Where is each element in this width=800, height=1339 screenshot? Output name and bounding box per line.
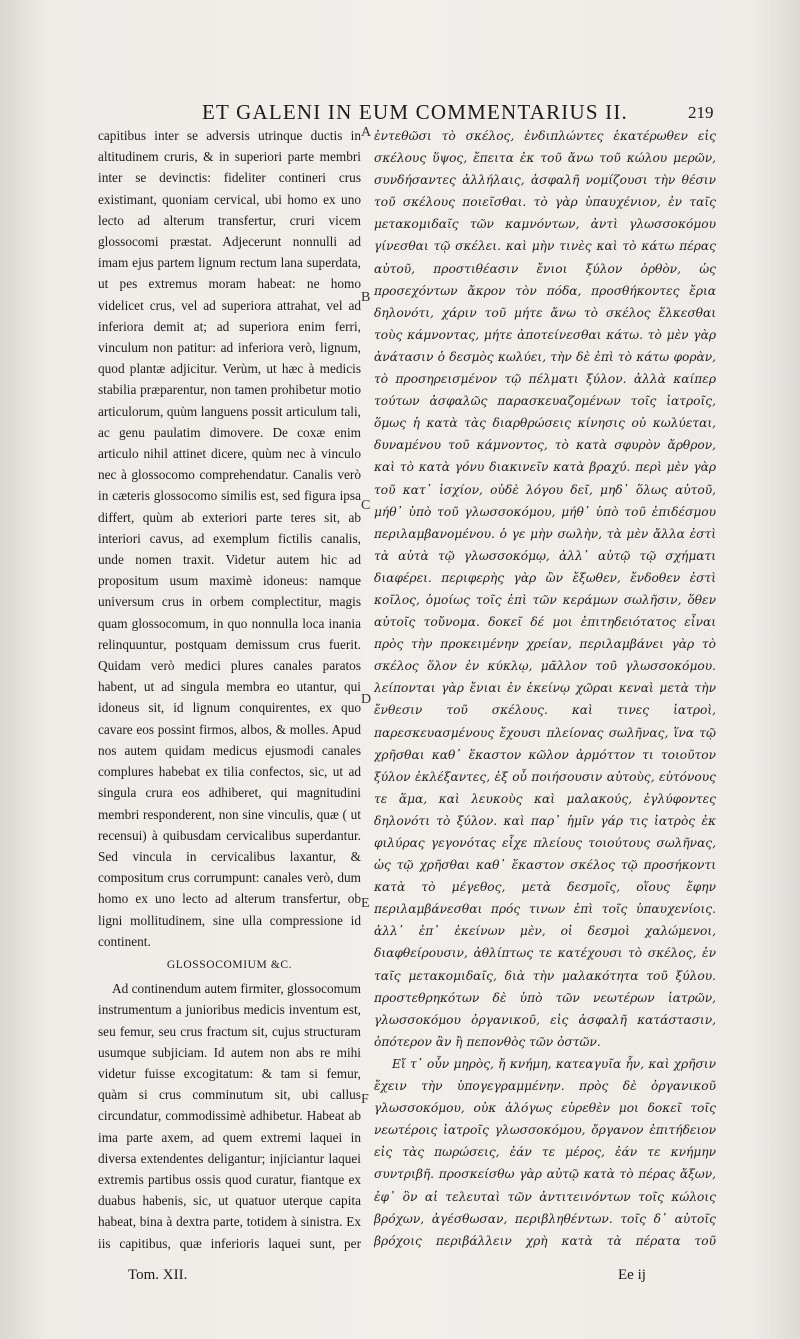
greek-paragraph-2: Εἴ τ᾽ οὖν μηρὸς, ἤ κνήμη, κατεαγυῖα ἦν, καὶ χρῆσιν ἔχειν τὴν ὑπογεγραμμένην. πρὸς δὲ ὀργανικοῦ γλωσσοκόμου, οὐκ ἀλόγως εὑρεθὲν μοι δοκεῖ τοῖς νεωτέροις ἰατροῖς γλωσσοκόμου, ὄργανον ἐπιτήδειον εἰς τὰς πωρώσεις, ἐάν τε μέρος, ἐάν τε κνήμην συντριβῆ. προσκείσθω γὰρ αὐτῷ κατὰ τὸ πέρας ἄξων, ἐφ᾽ ὃν αἱ τελευταὶ τῶν ἀντιτεινόντων τοῖς κώλοις βρόχων, ἀγέσθωσαν, περιβληθέντων. τοῖς δ᾽ αὐτοῖς βρόχοις περιβάλλειν χρὴ κατὰ τὰ πέρατα τοῦ [374, 1056, 716, 1248]
latin-paragraph-2: Ad continendum autem firmiter, glossocomum instrumentum a junioribus medicis inventum est, seu femur, seu crus fractum sit, cujus structuram usumque subjiciam. Id autem non abs re mihi videtur fuisse excogitatum: & tam si femur, quàm si crus comminutum sit, ubi callus circundatur, commodissimè adhibetur. Habeat ab ima parte axem, ad quem extremi laquei in diversa extendentes deligantur; injiciantur laquei extremis partibus ossis quod curatur, fiantque ex duabus habenis, sic, ut quatuor uterque capita habeat, bina à dextra parte, totidem à sinistra. Ex iis capitibus, quæ inferioris laquei sunt, per [98, 981, 361, 1251]
volume-mark: Tom. XII. [128, 1267, 188, 1283]
greek-column [374, 125, 716, 1255]
margin-letter-f: F [361, 1092, 369, 1107]
page-number: 219 [688, 103, 714, 122]
latin-column [98, 125, 361, 1255]
margin-letter-a: A [361, 125, 372, 140]
margin-letter-e: E [361, 896, 370, 911]
margin-letter-d: D [361, 692, 372, 707]
greek-paragraph-1: ἐντεθῶσι τὸ σκέλος, ἐνδιπλώντες ἑκατέρωθεν εἰς σκέλους ὕψος, ἔπειτα ἐκ τοῦ ἄνω τοῦ κώλου μερῶν, συνδήσαντες ἀλλήλαις, ἀσφαλῆ νομίζουσι τὴν θέσιν τοῦ σκέλους ποιεῖσθαι. τὸ γὰρ ὑπαυχένιον, ἐν ταῖς μετακομιδαῖς τῶν καμνόντων, ἀντὶ γλωσσοκόμου γίνεσθαι τῷ σκέλει. καὶ μὴν τινὲς καὶ τὸ κάτω πέρας αὐτοῦ, προστιθέασιν ἔνιοι ξύλον ὀρθὸν, ὡς προσεχόντων ἄκρον τὸν πόδα, προσθήκοντες ἔρια δηλονότι, χάριν τοῦ μήτε ἄνω τὸ σκέλος ἕλκεσθαι τοὺς κάμνοντας, μήτε ἀποτείνεσθαι κάτω. τὸ μὲν γὰρ ἀνάτασιν ὁ δεσμὸς κωλύει, τὴν δὲ ἐπὶ τὸ κάτω φορὰν, τὸ προσηρεισμένον τῷ πέλματι ξύλον. ἀλλὰ καίπερ τούτων ἀσφαλῶς παρασκευαζομένων τοῖς ἰατροῖς, ὅμως ἡ κατὰ τὰς διαρθρώσεις κίνησις οὐ κωλύεται, δυναμένου τοῦ κάμνοντος, τὸ κατὰ σφυρὸν ἄρθρον, καὶ τὸ κατὰ γόνυ διακινεῖν κατὰ βραχύ. περὶ μὲν γὰρ τοῦ κατ᾽ ἰσχίον, οὐδὲ λόγου δεῖ, μηδ᾽ ὅλως αὐτοῦ, μήθ᾽ ὑπὸ τοῦ γλωσσοκόμου, μήθ᾽ ὑπὸ τοῦ ἐπιδέσμου περιλαμβανομένου. ὁ γε μὴν σωλὴν, τὰ μὲν ἄλλα ἐστὶ τὰ αὐτὰ τῷ γλωσσοκόμῳ, ἀλλ᾽ αὐτῷ τῷ σχήματι διαφέρει. περιφερὴς γὰρ ὢν ἔξωθεν, ἔνδοθεν ἐστὶ κοῖλος, ὁμοίως τοῖς ἐπὶ τῶν κεράμων σωλῆσιν, ὅθεν αὐτοῖς τοὔνομα. δοκεῖ δέ μοι ἐπιτηδειότατος εἶναι πρὸς τὴν προκειμένην χρείαν, περιλαμβάνει γὰρ τὸ σκέλος ὅλον ἐν κύκλῳ, μᾶλλον τοῦ γλωσσοκόμου. λείπονται γὰρ ἔνιαι ἐν ἐκείνῳ χῶραι κεναὶ μετὰ τὴν ἔνθεσιν τοῦ σκέλους. καὶ τινες ἰατροὶ, παρεσκευασμένους ἔχουσι πλείονας σωλῆνας, ἵνα τῷ χρῆσθαι καθ᾽ ἕκαστον κῶλον ἁρμόττον τι τοιοῦτον ξύλον ἐκλέξαντες, ἐξ οὗ ποιήσουσιν αὐτοὺς, εὐτόνους τε ἅμα, καὶ λευκοὺς καὶ μαλακούς, ἐγλύφοντες δηλονότι τὸ ξύλον. καὶ παρ᾽ ἡμῖν γάρ τις ἰατρὸς ἐκ φιλύρας γεγονότας εἶχε πλείους τοιούτους σωλῆνας, ὡς τῷ χρῆσθαι καθ᾽ ἕκαστον σκέλος τῷ προσήκοντι κατὰ τὸ μέγεθος, μετὰ δεσμοῖς, οἵους ἔφην περιλαμβάνεσθαι πρός τινων ἐπὶ τοῖς ὑπαυχενίοις. ἀλλ᾽ ἐπ᾽ ἐκείνων μὲν, οἱ δεσμοὶ χαλώμενοι, διαφθείρουσιν, ἀθλίπτως τε κατέχουσι τὸ σκέλος, ἐν ταῖς μετακομιδαῖς, διὰ τὴν μαλακότητα τοῦ ξύλου. προστεθρηκότων δὲ ὑπὸ τῶν νεωτέρων ἰατρῶν, γλωσσοκόμου ὀργανικοῦ, εἰς ἀσφαλῆ κατάστασιν, ὁπότερον ἂν ἢ πεπονθὸς τῶν ὀστῶν. [374, 129, 716, 1049]
section-subheading: GLOSSOCOMIUM &C. [166, 958, 293, 971]
margin-letter-c: C [361, 498, 371, 513]
signature-mark: Ee ij [618, 1267, 646, 1283]
margin-letter-b: B [361, 290, 371, 305]
latin-paragraph-1: capitibus inter se adversis utrinque ductis in altitudinem cruris, & in superiori parte membri inter se devinctis: fideliter contineri crus existimant, quoniam cervical, ubi homo ex uno lecto ad alterum transfertur, cruri vicem glossocomi præstat. Adjecerunt nonnulli ad imam ejus partem lignum rectum lana superdata, ut pes extremus moram habeat: ne homo videlicet crus, vel ad superiora attrahat, vel ad inferiora demit at; ad superiora enim ferri, vinculum non patitur: ad inferiora verò, lignum, quod plantæ adjicitur. Verùm, ut hæc à medicis stabilia præparentur, non tamen prohibetur motio articulorum, quùm languens possit articulum tali, ac genu paulatim dimovere. De coxæ enim articulo nihil attinet dicere, quùm nec à vinculo nec à glossocomo comprehendatur. Canalis verò in cæteris glossocomo similis est, sed figura ipsa differt, quùm ab exteriori parte teres sit, ab interiori cavus, ad exemplum fictilis canalis, unde nomen traxit. Videtur autem hic ad propositum usum maximè idoneus: namque universum crus in orbem complectitur, magis quam glossocomum, in quo nonnulla loca inania relinquuntur, postquam demissum crus fuerit. Quidam verò medici plures canales paratos habent, ut ad singula membra eo utantur, qui idoneus sit, id lignum conquirentes, ex quo cavare eos possint firmos, albos, & molles. Apud nos autem quidam medicus ejusmodi canales complures habebat ex tilia confectos, sic, ut ad singula crura eos adhiberet, qui magnitudini membri responderent, non sine vinculis, quæ ( ut recensui) à quibusdam cervicalibus superdantur. Sed vincula in cervicalibus laxantur, & compositum crus corrumpunt: canales verò, dum homo ex uno lecto ad alterum transfertur, ob ligni mollitudinem, sine ulla compressione id continent. [98, 128, 361, 949]
running-title: ET GALENI IN EUM COMMENTARIUS II. [202, 100, 628, 124]
